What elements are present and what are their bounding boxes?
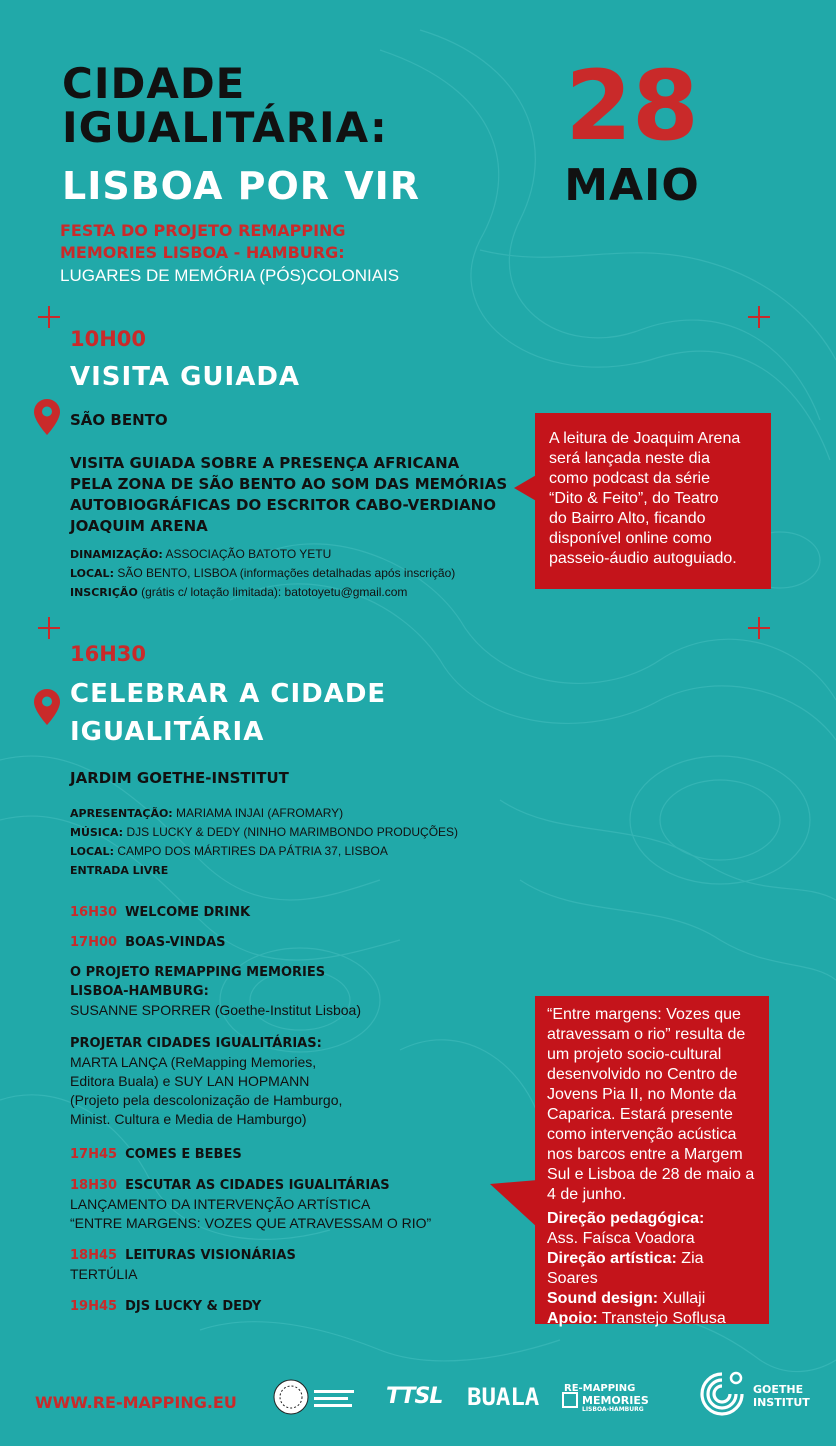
- callout-line: será lançada neste dia: [549, 450, 710, 467]
- credit-value: Xullaji: [662, 1290, 706, 1307]
- local-value: SÃO BENTO, LISBOA (informações detalhadas após inscrição): [117, 566, 456, 580]
- remapping-square-icon: [562, 1392, 578, 1408]
- callout-line: 4 de junho.: [547, 1186, 627, 1203]
- ttsl-logo-text: TTSL: [386, 1384, 443, 1409]
- callout-line: um projeto socio-cultural: [547, 1046, 722, 1063]
- program-title: LISBOA-HAMBURG:: [70, 984, 209, 999]
- goethe-logo-line: GOETHE: [753, 1383, 804, 1396]
- callout-line: passeio-áudio autoguiado.: [549, 550, 737, 567]
- program-title: O PROJETO REMAPPING MEMORIES: [70, 965, 326, 980]
- apresentacao-label: APRESENTAÇÃO:: [70, 807, 173, 820]
- musica-label: MÚSICA:: [70, 826, 124, 839]
- program-time: 18H45: [70, 1248, 118, 1263]
- event2-time: 16H30: [70, 642, 147, 666]
- goethe-logo-line: INSTITUT: [753, 1396, 810, 1409]
- credit-value: Transtejo Soflusa: [601, 1310, 726, 1327]
- festa-heading: [60, 220, 346, 264]
- entrada-livre: ENTRADA LIVRE: [70, 864, 169, 877]
- remapping-logo-line: MEMORIES: [582, 1394, 649, 1407]
- cross-mark-icon: [748, 617, 770, 639]
- callout-line: “Entre margens: Vozes que: [547, 1006, 741, 1023]
- inscricao-label: INSCRIÇÃO: [70, 586, 138, 599]
- date-day: 28: [565, 50, 699, 162]
- program-title: LEITURAS VISIONÁRIAS: [125, 1248, 296, 1263]
- program-time: 17H00: [70, 935, 118, 950]
- program-item: [70, 1175, 431, 1233]
- callout-line: desenvolvido no Centro de: [547, 1066, 738, 1083]
- event1-time: 10H00: [70, 327, 147, 351]
- program-title: DJS LUCKY & DEDY: [125, 1299, 262, 1314]
- program-item: [70, 1034, 342, 1129]
- program-item: [70, 1296, 261, 1316]
- title-line-1: CIDADE: [62, 59, 246, 108]
- festa-line-1: FESTA DO PROJETO REMAPPING: [60, 221, 346, 240]
- website-link[interactable]: WWW.RE-MAPPING.EU: [35, 1393, 237, 1412]
- title-line-2: IGUALITÁRIA:: [62, 103, 388, 152]
- callout-pointer: [490, 1180, 538, 1228]
- program-time: 19H45: [70, 1299, 118, 1314]
- event1-description: [70, 453, 507, 537]
- event1-desc-line: VISITA GUIADA SOBRE A PRESENÇA AFRICANA: [70, 454, 460, 472]
- dinamizacao-label: DINAMIZAÇÃO:: [70, 548, 163, 561]
- program-title: PROJETAR CIDADES IGUALITÁRIAS:: [70, 1036, 322, 1051]
- event2-place: JARDIM GOETHE-INSTITUT: [70, 769, 289, 787]
- callout-line: disponível online como: [549, 530, 712, 547]
- event2-meta: [70, 804, 458, 880]
- program-subtitle: SUSANNE SPORRER (Goethe-Institut Lisboa): [70, 1002, 361, 1018]
- callout-line: nos barcos entre a Margem: [547, 1146, 743, 1163]
- cross-mark-icon: [38, 617, 60, 639]
- cross-mark-icon: [748, 306, 770, 328]
- local-label: LOCAL:: [70, 845, 114, 858]
- program-time: 16H30: [70, 905, 118, 920]
- event1-title: VISITA GUIADA: [70, 362, 301, 392]
- dinamizacao-value: ASSOCIAÇÃO BATOTO YETU: [165, 547, 332, 561]
- local-label: LOCAL:: [70, 567, 114, 580]
- callout-entre-margens: [535, 996, 769, 1327]
- callout-line: como intervenção acústica: [547, 1126, 737, 1143]
- program-item: [70, 1144, 242, 1164]
- program-item: [70, 1245, 296, 1284]
- seal-logo: [272, 1378, 360, 1416]
- event2-title-line-1: CELEBRAR A CIDADE: [70, 679, 387, 709]
- program-subtitle: TERTÚLIA: [70, 1266, 138, 1282]
- callout-line: atravessam o rio” resulta de: [547, 1026, 746, 1043]
- page-subtitle: LISBOA POR VIR: [62, 164, 421, 208]
- event1-place: SÃO BENTO: [70, 411, 168, 429]
- callout-line: A leitura de Joaquim Arena: [549, 430, 741, 447]
- event1-desc-line: JOAQUIM ARENA: [70, 517, 208, 535]
- credit-value: Ass. Faísca Voadora: [547, 1230, 695, 1247]
- program-subtitle: Minist. Cultura e Media de Hamburgo): [70, 1111, 307, 1127]
- program-item: [70, 963, 361, 1020]
- remapping-logo: [562, 1384, 652, 1414]
- credit-label: Sound design:: [547, 1290, 659, 1307]
- callout-line: como podcast da série: [549, 470, 710, 487]
- program-subtitle: LANÇAMENTO DA INTERVENÇÃO ARTÍSTICA: [70, 1196, 371, 1212]
- local-value: CAMPO DOS MÁRTIRES DA PÁTRIA 37, LISBOA: [117, 844, 388, 858]
- musica-value: DJS LUCKY & DEDY (NINHO MARIMBONDO PRODUÇÕES): [126, 825, 459, 839]
- page-title: [62, 59, 388, 152]
- buala-logo: BUALA: [467, 1383, 540, 1411]
- callout-line: Sul e Lisboa de 28 de maio a: [547, 1166, 755, 1183]
- event2-title: [70, 675, 386, 751]
- apresentacao-value: MARIAMA INJAI (AFROMARY): [176, 806, 344, 820]
- program-time: 18H30: [70, 1178, 118, 1193]
- credit-value: Zia Soares: [547, 1250, 704, 1287]
- callout-line: do Bairro Alto, ficando: [549, 510, 706, 527]
- remapping-logo-line: LISBOA-HAMBURG: [582, 1406, 644, 1413]
- program-title: ESCUTAR AS CIDADES IGUALITÁRIAS: [125, 1178, 390, 1193]
- cross-mark-icon: [38, 306, 60, 328]
- credit-label: Apoio:: [547, 1310, 598, 1327]
- credit-label: Direção artística:: [547, 1250, 677, 1267]
- location-pin-icon: [34, 399, 60, 435]
- program-item: [70, 932, 226, 952]
- program-subtitle: “ENTRE MARGENS: VOZES QUE ATRAVESSAM O RIO”: [70, 1215, 432, 1231]
- credit-label: Direção pedagógica:: [547, 1210, 705, 1227]
- goethe-logo-icon: [696, 1368, 748, 1420]
- inscricao-value: (grátis c/ lotação limitada): batotoyetu@gmail.com: [141, 585, 408, 599]
- event1-desc-line: AUTOBIOGRÁFICAS DO ESCRITOR CABO-VERDIANO: [70, 496, 496, 514]
- program-subtitle: (Projeto pela descolonização de Hamburgo,: [70, 1092, 343, 1108]
- callout-podcast: [535, 413, 771, 589]
- event1-meta: [70, 545, 455, 602]
- goethe-logo-text: [753, 1383, 810, 1409]
- program-subtitle: MARTA LANÇA (ReMapping Memories,: [70, 1054, 317, 1070]
- program-title: COMES E BEBES: [125, 1147, 242, 1162]
- date-month: MAIO: [564, 160, 700, 211]
- lugares-subheading: LUGARES DE MEMÓRIA (PÓS)COLONIAIS: [60, 266, 400, 285]
- program-time: 17H45: [70, 1147, 118, 1162]
- festa-line-2: MEMORIES LISBOA - HAMBURG:: [60, 243, 345, 262]
- location-pin-icon: [34, 689, 60, 725]
- program-title: WELCOME DRINK: [125, 905, 251, 920]
- program-subtitle: Editora Buala) e SUY LAN HOPMANN: [70, 1073, 310, 1089]
- program-item: [70, 902, 250, 922]
- remapping-logo-line: RE-MAPPING: [564, 1383, 636, 1394]
- callout-line: Jovens Pia II, no Monte da: [547, 1086, 737, 1103]
- program-title: BOAS-VINDAS: [125, 935, 226, 950]
- event1-desc-line: PELA ZONA DE SÃO BENTO AO SOM DAS MEMÓRIAS: [70, 475, 508, 493]
- callout-line: Caparica. Estará presente: [547, 1106, 733, 1123]
- event2-title-line-2: IGUALITÁRIA: [70, 717, 265, 747]
- callout-line: “Dito & Feito”, do Teatro: [549, 490, 719, 507]
